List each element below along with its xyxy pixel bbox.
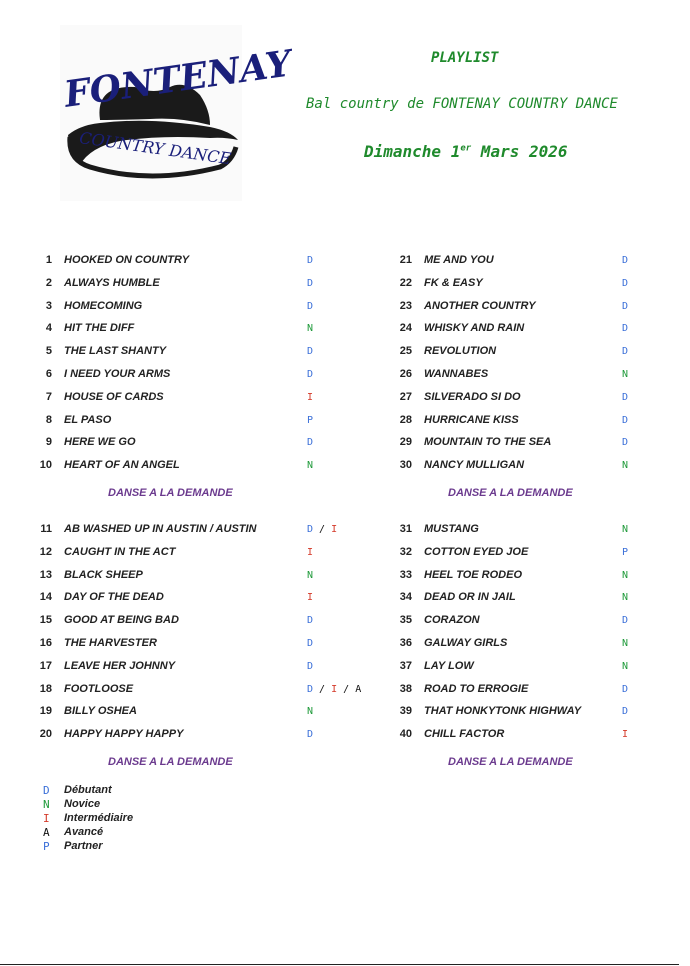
level-code: D — [622, 391, 629, 403]
dance-number: 27 — [399, 390, 412, 403]
level-code: D — [622, 277, 629, 289]
level-codes — [622, 392, 628, 403]
dance-number: 39 — [399, 705, 412, 718]
playlist-row — [30, 543, 330, 566]
level-codes — [307, 415, 313, 426]
dance-title: EL PASO — [64, 413, 112, 426]
legend-label: Avancé — [64, 826, 104, 838]
dance-number: 2 — [45, 276, 52, 289]
level-code: N — [622, 460, 629, 472]
playlist-row — [30, 388, 330, 411]
playlist-row — [390, 520, 690, 543]
level-code: D — [622, 300, 629, 312]
level-codes — [307, 592, 313, 603]
dance-number: 11 — [40, 523, 52, 535]
playlist-row — [390, 297, 690, 320]
legend-code: P — [43, 840, 50, 853]
level-code: D — [307, 637, 314, 649]
dance-title: ROAD TO ERROGIE — [424, 682, 529, 695]
playlist-row — [30, 634, 330, 657]
dance-number: 35 — [399, 614, 412, 627]
dance-number: 34 — [399, 591, 412, 604]
section-2-right-column — [390, 520, 690, 748]
level-codes — [307, 255, 313, 266]
dance-number: 6 — [45, 367, 52, 380]
playlist-row — [390, 274, 690, 297]
dance-title: MOUNTAIN TO THE SEA — [424, 436, 552, 449]
date-suffix: Mars 2026 — [471, 142, 568, 161]
dance-title: CAUGHT IN THE ACT — [64, 545, 176, 558]
playlist-row — [390, 702, 690, 725]
level-codes — [622, 301, 628, 312]
level-separator: / — [313, 683, 332, 695]
dance-title: HERE WE GO — [64, 436, 136, 449]
playlist-row — [390, 588, 690, 611]
level-codes — [622, 255, 628, 266]
level-code: D — [307, 729, 314, 741]
date-prefix: Dimanche 1 — [364, 142, 461, 161]
level-codes — [622, 460, 628, 471]
dance-title: HEART OF AN ANGEL — [64, 459, 180, 472]
dance-number: 23 — [399, 299, 412, 312]
level-codes — [622, 684, 628, 695]
level-codes — [307, 615, 313, 626]
dance-title: THAT HONKYTONK HIGHWAY — [424, 705, 582, 718]
demand-label-2-right: DANSE A LA DEMANDE — [448, 756, 573, 768]
logo-bottom-text: COUNTRY DANCE — [78, 128, 233, 169]
dance-number: 40 — [399, 728, 412, 741]
playlist-row — [30, 588, 330, 611]
dance-title: I NEED YOUR ARMS — [64, 367, 171, 380]
legend-code: D — [43, 784, 50, 797]
level-code: D — [622, 615, 629, 627]
dance-number: 8 — [45, 413, 52, 426]
dance-title: ALWAYS HUMBLE — [64, 276, 160, 289]
dance-title: CHILL FACTOR — [424, 728, 505, 741]
level-separator: / — [337, 683, 356, 695]
level-codes — [307, 278, 313, 289]
event-title: Bal country de FONTENAY COUNTRY DANCE — [306, 96, 618, 112]
level-code: N — [622, 524, 629, 535]
dance-title: HIT THE DIFF — [64, 322, 135, 335]
level-code: I — [331, 524, 338, 535]
playlist-row — [30, 611, 330, 634]
dance-number: 25 — [399, 345, 412, 358]
dance-number: 37 — [399, 659, 412, 672]
demand-label-1-right: DANSE A LA DEMANDE — [448, 487, 573, 499]
level-code: D — [622, 414, 629, 426]
dance-title: LEAVE HER JOHNNY — [64, 659, 176, 672]
dance-number: 14 — [39, 591, 52, 604]
level-code: D — [307, 255, 314, 266]
dance-number: 31 — [399, 523, 412, 535]
dance-number: 5 — [45, 345, 52, 358]
level-codes — [622, 369, 628, 380]
dance-title: WHISKY AND RAIN — [424, 322, 525, 335]
dance-title: GOOD AT BEING BAD — [64, 614, 179, 627]
dance-number: 16 — [39, 636, 52, 649]
playlist-row — [30, 251, 330, 274]
demand-label-2-left: DANSE A LA DEMANDE — [108, 756, 233, 768]
playlist-row — [390, 411, 690, 434]
dance-title: ME AND YOU — [424, 254, 494, 266]
dance-title: MUSTANG — [424, 523, 479, 535]
dance-number: 12 — [39, 545, 52, 558]
legend-label: Débutant — [64, 784, 112, 796]
level-code: I — [331, 683, 338, 695]
dance-title: ANOTHER COUNTRY — [424, 299, 536, 312]
playlist-row — [30, 319, 330, 342]
dance-title: NANCY MULLIGAN — [424, 459, 525, 472]
playlist-row — [30, 365, 330, 388]
level-separator: / — [313, 524, 332, 535]
playlist-row — [390, 342, 690, 365]
level-code: D — [307, 368, 314, 380]
level-codes — [622, 323, 628, 334]
level-codes — [307, 547, 313, 558]
dance-number: 10 — [39, 459, 52, 472]
dance-title: AB WASHED UP IN AUSTIN / AUSTIN — [64, 523, 257, 535]
playlist-row — [30, 702, 330, 725]
hat-logo-icon — [60, 25, 295, 201]
dance-title: HOMECOMING — [64, 299, 143, 312]
dance-number: 30 — [399, 459, 412, 472]
dance-number: 28 — [399, 413, 412, 426]
level-code: N — [622, 660, 629, 672]
level-code: N — [307, 569, 314, 581]
playlist-row — [30, 411, 330, 434]
section-1-right-column — [390, 251, 690, 479]
dance-number: 17 — [39, 659, 52, 672]
dance-title: HEEL TOE RODEO — [424, 568, 523, 581]
playlist-row — [390, 543, 690, 566]
level-code: N — [307, 323, 314, 335]
level-codes — [622, 706, 628, 717]
playlist-row — [390, 365, 690, 388]
level-codes — [622, 524, 628, 535]
level-codes — [622, 570, 628, 581]
playlist-row — [390, 566, 690, 589]
dance-number: 29 — [399, 436, 412, 449]
dance-title: BLACK SHEEP — [64, 568, 143, 581]
level-code: P — [307, 414, 314, 426]
level-codes — [307, 684, 361, 695]
dance-title: COTTON EYED JOE — [424, 545, 529, 558]
dance-number: 26 — [399, 367, 412, 380]
playlist-row — [30, 657, 330, 680]
level-codes — [307, 346, 313, 357]
level-code: D — [622, 323, 629, 335]
level-codes — [307, 323, 313, 334]
legend-code: N — [43, 798, 50, 811]
legend-label: Novice — [64, 798, 101, 810]
level-code: N — [622, 637, 629, 649]
playlist-row — [30, 680, 362, 703]
dance-title: DAY OF THE DEAD — [64, 591, 164, 604]
playlist-row — [390, 319, 690, 342]
playlist-row — [30, 297, 330, 320]
date-superscript: er — [460, 143, 472, 154]
playlist-row — [390, 611, 690, 634]
level-codes — [622, 615, 628, 626]
playlist-row — [390, 433, 690, 456]
level-code: N — [307, 706, 314, 718]
level-code: D — [307, 437, 314, 449]
dance-title: THE LAST SHANTY — [64, 345, 167, 358]
level-code: I — [307, 546, 314, 558]
level-codes — [622, 547, 628, 558]
level-code: N — [307, 460, 314, 472]
playlist-row — [30, 520, 338, 543]
event-date — [364, 142, 568, 161]
level-codes — [622, 661, 628, 672]
level-code: D — [307, 683, 314, 695]
dance-title: HOOKED ON COUNTRY — [64, 254, 190, 266]
level-code: D — [622, 346, 629, 358]
club-logo — [60, 25, 295, 201]
level-codes — [307, 706, 313, 717]
dance-number: 21 — [399, 254, 412, 266]
playlist-row — [30, 433, 330, 456]
dance-number: 32 — [399, 545, 412, 558]
playlist-row — [390, 634, 690, 657]
level-codes — [307, 638, 313, 649]
level-codes — [622, 346, 628, 357]
level-code: I — [307, 391, 314, 403]
playlist-heading: PLAYLIST — [431, 50, 499, 66]
level-code: D — [307, 277, 314, 289]
dance-number: 36 — [399, 636, 412, 649]
level-codes — [622, 592, 628, 603]
level-codes — [307, 729, 313, 740]
dance-number: 13 — [39, 568, 52, 581]
level-codes — [307, 437, 313, 448]
playlist-row — [390, 725, 690, 748]
dance-title: LAY LOW — [424, 659, 474, 672]
dance-title: THE HARVESTER — [64, 636, 157, 649]
playlist-row — [30, 456, 330, 479]
dance-title: REVOLUTION — [424, 345, 497, 358]
bottom-divider — [0, 964, 679, 965]
section-1-left-column — [30, 251, 330, 479]
level-codes — [307, 524, 337, 535]
playlist-row — [30, 725, 330, 748]
level-code: D — [307, 346, 314, 358]
level-code: D — [622, 706, 629, 718]
level-code: D — [307, 660, 314, 672]
level-code: N — [622, 592, 629, 604]
dance-title: HAPPY HAPPY HAPPY — [64, 728, 184, 741]
legend-label: Intermédiaire — [64, 812, 134, 824]
dance-title: FOOTLOOSE — [64, 682, 134, 695]
demand-label-1-left: DANSE A LA DEMANDE — [108, 487, 233, 499]
dance-title: HOUSE OF CARDS — [64, 390, 164, 403]
level-code: D — [307, 524, 314, 535]
playlist-row — [390, 251, 690, 274]
level-code: I — [622, 729, 629, 741]
dance-title: GALWAY GIRLS — [424, 636, 508, 649]
dance-number: 1 — [45, 254, 52, 266]
level-codes — [622, 729, 628, 740]
dance-number: 3 — [45, 299, 52, 312]
dance-title: DEAD OR IN JAIL — [424, 591, 516, 604]
logo-top-text: FONTENAY — [61, 42, 295, 116]
dance-title: WANNABES — [424, 367, 489, 380]
legend-code: A — [43, 826, 50, 839]
level-codes — [622, 415, 628, 426]
dance-number: 9 — [45, 436, 52, 449]
level-codes — [307, 369, 313, 380]
dance-number: 24 — [399, 322, 412, 335]
playlist-row — [390, 388, 690, 411]
level-codes — [307, 570, 313, 581]
dance-number: 4 — [45, 322, 52, 335]
level-code: D — [622, 437, 629, 449]
dance-number: 19 — [39, 705, 52, 718]
dance-number: 7 — [45, 390, 52, 403]
level-codes — [307, 661, 313, 672]
dance-number: 38 — [399, 682, 412, 695]
level-code: D — [307, 300, 314, 312]
level-codes — [622, 638, 628, 649]
level-codes — [307, 301, 313, 312]
level-code: P — [622, 546, 629, 558]
legend-label: Partner — [64, 840, 103, 852]
dance-number: 22 — [399, 276, 412, 289]
level-codes — [622, 437, 628, 448]
dance-number: 15 — [39, 614, 52, 627]
playlist-row — [390, 456, 690, 479]
playlist-row — [390, 657, 690, 680]
playlist-row — [30, 274, 330, 297]
dance-title: CORAZON — [424, 614, 480, 627]
playlist-row — [390, 680, 690, 703]
legend-code: I — [43, 812, 50, 825]
dance-number: 33 — [399, 568, 412, 581]
dance-title: FK & EASY — [424, 276, 483, 289]
level-code: I — [307, 592, 314, 604]
playlist-row — [30, 342, 330, 365]
level-code: N — [622, 569, 629, 581]
level-code: D — [307, 615, 314, 627]
dance-number: 18 — [39, 682, 52, 695]
level-codes — [622, 278, 628, 289]
playlist-row — [30, 566, 330, 589]
level-codes — [307, 392, 313, 403]
dance-title: SILVERADO SI DO — [424, 390, 521, 403]
dance-title: HURRICANE KISS — [424, 413, 519, 426]
dance-number: 20 — [39, 728, 52, 741]
level-code: A — [355, 683, 362, 695]
level-codes — [307, 460, 313, 471]
dance-title: BILLY OSHEA — [64, 705, 137, 718]
section-2-left-column — [30, 520, 362, 748]
level-code: D — [622, 683, 629, 695]
level-code: N — [622, 368, 629, 380]
level-code: D — [622, 255, 629, 266]
